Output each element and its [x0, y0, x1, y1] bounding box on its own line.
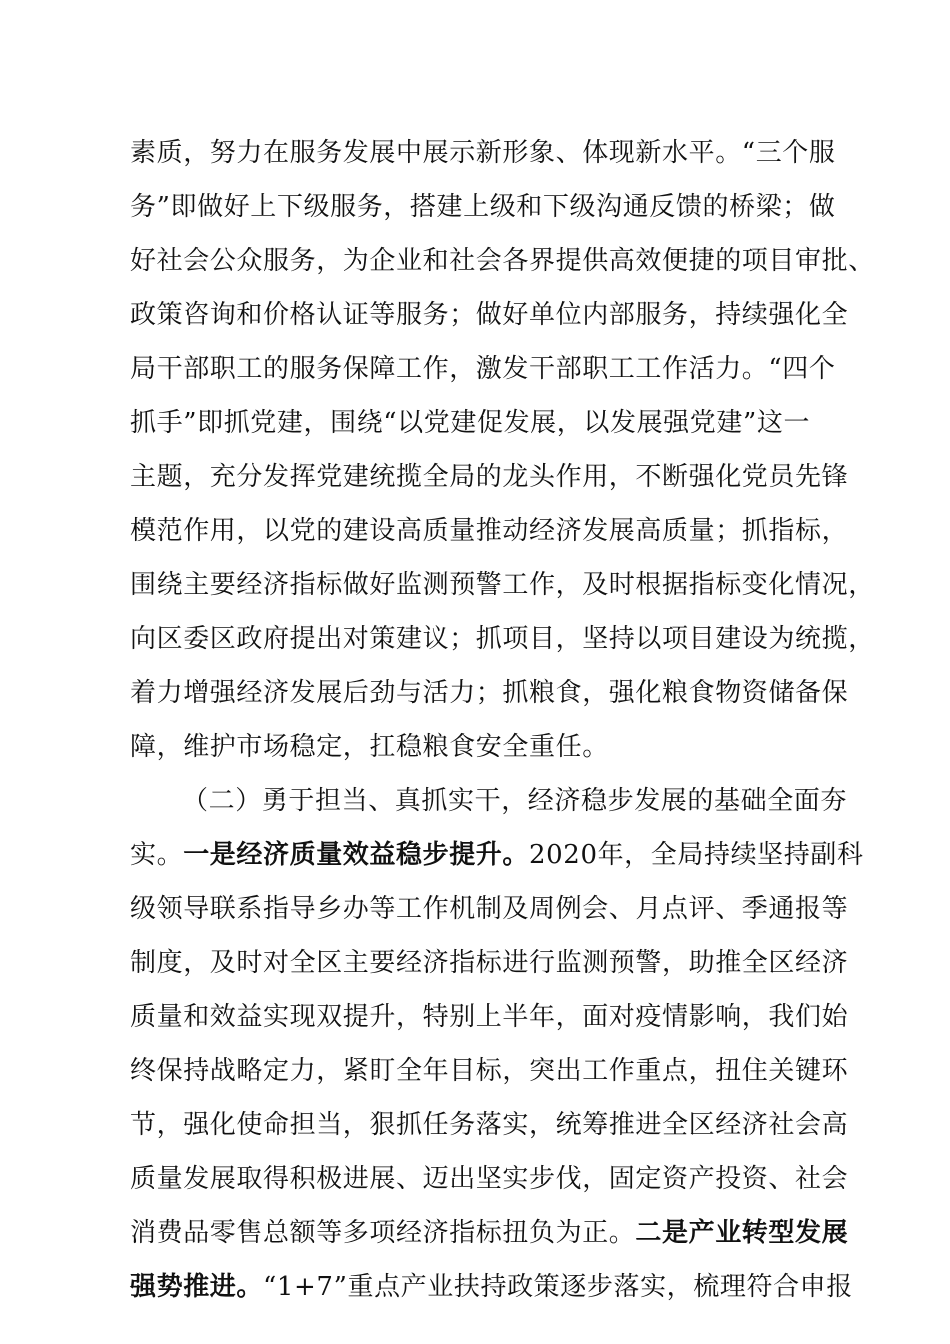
paragraph-line [130, 1206, 849, 1260]
paragraph-line: 务”即做好上下级服务，搭建上级和下级沟通反馈的桥梁；做 [130, 192, 836, 222]
paragraph-line: 质量发展取得积极进展、迈出坚实步伐，固定资产投资、社会 [130, 1164, 849, 1194]
text-segment: “1+7”重点产业扶持政策逐步落实，梳理符合申报 [263, 1272, 853, 1302]
bold-subheading: 强势推进。 [130, 1272, 264, 1302]
body-text [130, 126, 875, 1314]
bold-subheading: 二是产业转型发展 [635, 1218, 849, 1248]
paragraph-line: 障，维护市场稳定，扛稳粮食安全重任。 [130, 732, 609, 762]
paragraph-line: 终保持战略定力，紧盯全年目标，突出工作重点，扭住关键环 [130, 1056, 849, 1086]
bold-subheading: 一是经济质量效益稳步提升。 [183, 840, 530, 870]
paragraph-line [130, 828, 864, 882]
paragraph-line: 素质，努力在服务发展中展示新形象、体现新水平。“三个服 [130, 138, 836, 168]
paragraph-line: 抓手”即抓党建，围绕“以党建促发展，以发展强党建”这一 [130, 408, 811, 438]
paragraph-line: 主题，充分发挥党建统揽全局的龙头作用，不断强化党员先锋 [130, 462, 849, 492]
paragraph-line: 围绕主要经济指标做好监测预警工作，及时根据指标变化情况， [130, 570, 875, 600]
paragraph-line: 质量和效益实现双提升，特别上半年，面对疫情影响，我们始 [130, 1002, 849, 1032]
text-segment: 实。 [130, 840, 184, 870]
paragraph-line: 节，强化使命担当，狠抓任务落实，统筹推进全区经济社会高 [130, 1110, 849, 1140]
section-heading-line: （二）勇于担当、真抓实干，经济稳步发展的基础全面夯 [182, 786, 848, 816]
paragraph-line [130, 1260, 853, 1314]
paragraph-line: 制度，及时对全区主要经济指标进行监测预警，助推全区经济 [130, 948, 849, 978]
paragraph-line: 好社会公众服务，为企业和社会各界提供高效便捷的项目审批、 [130, 246, 875, 276]
paragraph-line: 政策咨询和价格认证等服务；做好单位内部服务，持续强化全 [130, 300, 849, 330]
text-segment: 2020年，全局持续坚持副科 [529, 840, 864, 870]
paragraph-line: 向区委区政府提出对策建议；抓项目，坚持以项目建设为统揽， [130, 624, 875, 654]
text-segment: 消费品零售总额等多项经济指标扭负为正。 [130, 1218, 636, 1248]
paragraph-line: 着力增强经济发展后劲与活力；抓粮食，强化粮食物资储备保 [130, 678, 849, 708]
paragraph-line: 级领导联系指导乡办等工作机制及周例会、月点评、季通报等 [130, 894, 849, 924]
paragraph-line: 局干部职工的服务保障工作，激发干部职工工作活力。“四个 [130, 354, 836, 384]
paragraph-line: 模范作用，以党的建设高质量推动经济发展高质量；抓指标， [130, 516, 849, 546]
